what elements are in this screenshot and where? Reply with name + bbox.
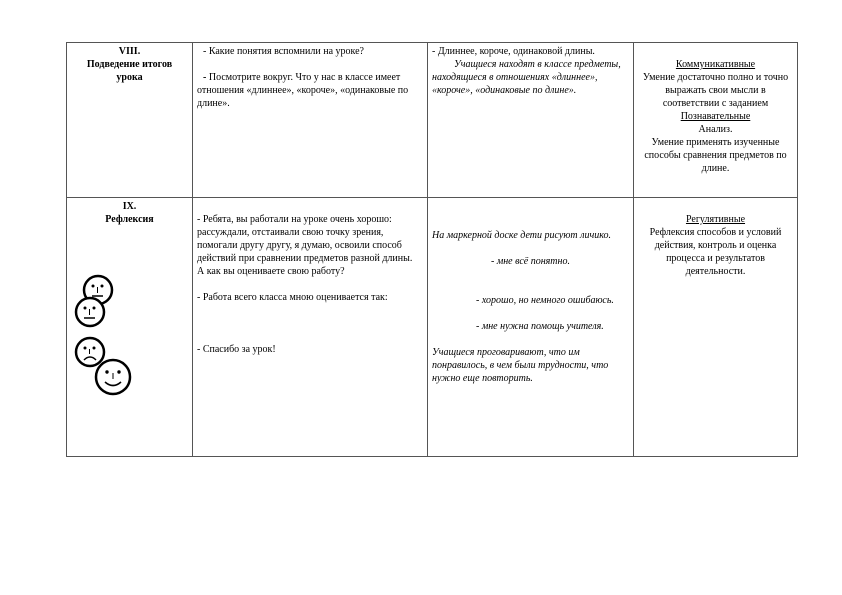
stage-title: Подведение итогов [86, 59, 173, 70]
teacher-activity-cell [193, 198, 428, 457]
stage-title: Рефлексия [105, 214, 154, 225]
dash: - [203, 72, 207, 83]
neutral-face-icon [74, 296, 106, 328]
student-activity-cell [428, 198, 634, 457]
uud-text: Умение достаточно полно и точно выражать свои мысли в соответствии с заданием [642, 72, 789, 109]
uud-text: Рефлексия способов и условий действия, контроль и оценка процесса и результатов деятельности. [649, 227, 782, 277]
face-meaning-need-help: - мне нужна помощь учителя. [476, 321, 604, 332]
lesson-plan-table [66, 42, 798, 457]
face-meaning-some-mistakes: - хорошо, но немного ошибаюсь. [476, 295, 614, 306]
stage-number: IX. [122, 201, 137, 212]
face-meaning-understood: - мне всё понятно. [491, 256, 570, 267]
uud-text: Анализ. [698, 124, 733, 135]
uud-heading: Коммуникативные [675, 59, 756, 70]
uud-heading: Регулятивные [685, 214, 746, 225]
uud-heading: Познавательные [680, 111, 751, 122]
stage-title-cont: урока [116, 72, 143, 83]
teacher-text: - Ребята, вы работали на уроке очень хорошо: рассуждали, отстаивали свою точку зрения, помогали другу другу, я думаю, освоили способ действий при сравнении предметов разной длины. [197, 214, 413, 264]
uud-cell [634, 43, 798, 198]
teacher-activity-cell [193, 43, 428, 198]
table-row [67, 198, 798, 457]
teacher-question: А как вы оцениваете свою работу? [197, 266, 345, 277]
student-activity: Учащиеся проговаривают, что им понравилось, в чем были трудности, что нужно еще повторить. [432, 347, 609, 384]
teacher-question: - Какие понятия вспомнили на уроке? [203, 46, 364, 57]
student-answer: - Длиннее, короче, одинаковой длины. [432, 46, 595, 57]
uud-cell [634, 198, 798, 457]
student-activity: Учащиеся находят в классе предметы, находящиеся в отношениях «длиннее», «короче», «одинаковые по длине». [432, 59, 621, 96]
student-activity: На маркерной доске дети рисуют личико. [432, 230, 612, 241]
teacher-instruction: Посмотрите вокруг. Что у нас в классе имеет отношения «длиннее», «короче», «одинаковые по длине». [197, 72, 409, 109]
stage-number: VIII. [118, 46, 141, 57]
stage-cell [67, 43, 193, 198]
student-activity-cell [428, 43, 634, 198]
reflection-faces [74, 270, 134, 400]
teacher-text: - Работа всего класса мною оценивается так: [197, 292, 388, 303]
uud-text: Умение применять изученные способы сравнения предметов по длине. [644, 137, 787, 174]
smiley-face-icon [94, 358, 132, 396]
teacher-closing: - Спасибо за урок! [197, 344, 276, 355]
table-row [67, 43, 798, 198]
